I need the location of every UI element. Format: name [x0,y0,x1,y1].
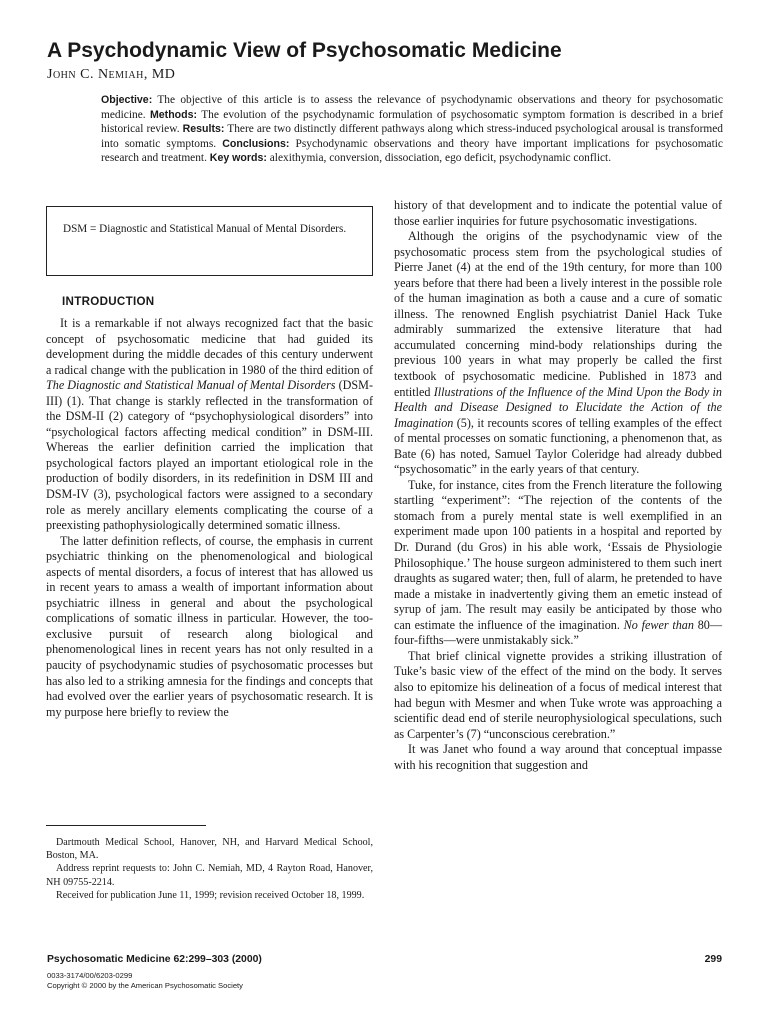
right-column [394,198,722,773]
text-run: It is a remarkable if not always recognized fact that the basic concept of psychosomatic medicine that had guided its development during the middle decades of this century underwent a radical change with the publication in 1980 of the third edition of [46,316,373,377]
footnote-affiliation: Dartmouth Medical School, Hanover, NH, and Harvard Medical School, Boston, MA. [46,837,373,862]
author-byline: John C. Nemiah, MD [47,67,176,82]
body-paragraph [46,534,373,721]
body-paragraph [394,229,722,478]
abstract [101,93,723,166]
abstract-conclusions-text: Psychodynamic observations and theory have important implications for psychosomatic research and treatment. [101,137,723,165]
journal-citation: Psychosomatic Medicine 62:299–303 (2000) [47,954,262,965]
page-number: 299 [704,954,722,965]
text-run: Tuke, for instance, cites from the French literature the following startling “experiment”: “The rejection of the contents of the stomach from a purely mental state is well exemplified in an experiment made upon 100 patients in a hospital and reported by Dr. Durand (du Gros) in his able work, ‘Essais de Physiologie Philosophique.’ The house surgeon administered to them such inert draughts as sugared water; then, full of alarm, he pretended to have made a mistake in inadvertently giving them an emetic instead of syrup of jam. The result may easily be anticipated by those who can estimate the influence of the imagination. [394,477,722,632]
footnote-divider [46,825,206,826]
body-paragraph [394,198,722,229]
text-run: The latter definition reflects, of course, the emphasis in current psychiatric thinking on the phenomenological and biological aspects of mental disorders, a focus of interest that has allowed us in recent years to amass a wealth of important information about psychiatric illness in general and about the psychological complications of somatic illness in particular. However, the too-exclusive pursuit of research along biological and phenomenological lines in recent years has not only resulted in a paucity of psychodynamic studies of psychosomatic processes but has also led to a striking amnesia for the findings and concepts that had evolved over the earlier years of psychosomatic research. It is my purpose here briefly to review the [46,533,373,719]
issn-code: 0033-3174/00/6203-0299 [47,971,133,980]
introduction-heading: INTRODUCTION [62,295,155,308]
text-run: (5), it recounts scores of telling examples of the effect of mental processes on somatic functioning, a phenomenon that, as Bate (6) has noted, Samuel Taylor Coleridge had already dubbed “psychosomatic” in the early years of that century. [394,415,722,477]
abbreviation-note: DSM = Diagnostic and Statistical Manual of Mental Disorders. [63,223,347,235]
italic-text-run: No fewer than [623,617,694,632]
abstract-methods-label: Methods: [149,108,198,121]
body-paragraph [394,742,722,773]
abstract-conclusions-label: Conclusions: [222,137,290,150]
left-column [46,316,373,720]
abstract-objective-text: The objective of this article is to assess the relevance of psychodynamic observations and theory for psychosomatic medicine. [101,94,723,121]
abstract-methods-text: The evolution of the psychodynamic formulation of psychosomatic symptom formation is described in a brief historical review. [101,108,723,136]
article-title: A Psychodynamic View of Psychosomatic Medicine [47,39,562,62]
footnote-received: Received for publication June 11, 1999; revision received October 18, 1999. [56,889,365,901]
abstract-keywords-label: Key words: [209,152,267,165]
abstract-objective-label: Objective: [101,94,153,106]
text-run: It was Janet who found a way around that conceptual impasse with his recognition that suggestion and [394,742,722,772]
abstract-results-text: There are two distinctly different pathways along which stress-induced psychological arousal is transformed into somatic symptoms. [101,123,723,150]
italic-text-run: Illustrations of the Influence of the Mind Upon the Body in Health and Disease Designed to Elucidate the Action of the Imagination [394,384,722,430]
abbreviation-box [46,206,373,276]
body-paragraph [394,649,722,742]
text-run: (DSM-III) (1). That change is starkly reflected in the transformation of the DSM-II (2) category of “psychophysiological disorders” into “psychological factors affecting medical condition” in DSM-III. Whereas the earlier definition carried the implication that psychological factors played an important etiological role in the production of bodily disorders, in its redefinition in DSM III and DSM-IV (3), psychological factors were assigned to a secondary role as merely ancillary elements complicating the course of a preexisting pathophysiologically determined somatic illness. [46,378,374,533]
text-run: history of that development and to indicate the potential value of those earlier inquiries for future psychosomatic investigations. [394,198,722,228]
body-paragraph [394,478,722,649]
footnotes [46,836,373,902]
abstract-keywords-text: alexithymia, conversion, dissociation, ego deficit, psychodynamic conflict. [266,152,612,165]
text-run: 80—four-fifths—were unmistakably sick.” [394,617,722,648]
abstract-results-label: Results: [182,123,225,136]
body-paragraph [46,316,373,534]
copyright-notice: Copyright © 2000 by the American Psychosomatic Society [47,981,243,990]
italic-text-run: The Diagnostic and Statistical Manual of Mental Disorders [46,378,336,393]
text-run: Although the origins of the psychodynamic view of the psychosomatic process stem from the psychological studies of Pierre Janet (4) at the end of the 19th century, for more than 100 years before that there had been a lively interest in the possible role of the human imagination as both a cause and a cure of somatic illness. The renowned English psychiatrist Daniel Hack Tuke admirably summarized the extensive literature that had accumulated concerning mind-body relationships during the previous 100 years in what may properly be called the first textbook of psychosomatic medicine. Published in 1873 and entitled [394,229,722,399]
text-run: That brief clinical vignette provides a striking illustration of Tuke’s basic view of the effect of the mind on the body. It serves also to epitomize his delineation of a focus of medical interest that had begun with Mesmer and when Tuke wrote was approaching a scientific dead end of sterile neurophysiological speculations, such as Carpenter’s (7) “unconscious cerebration.” [394,648,722,741]
footnote-reprints: Address reprint requests to: John C. Nemiah, MD, 4 Rayton Road, Hanover, NH 09755-2214. [46,863,373,888]
